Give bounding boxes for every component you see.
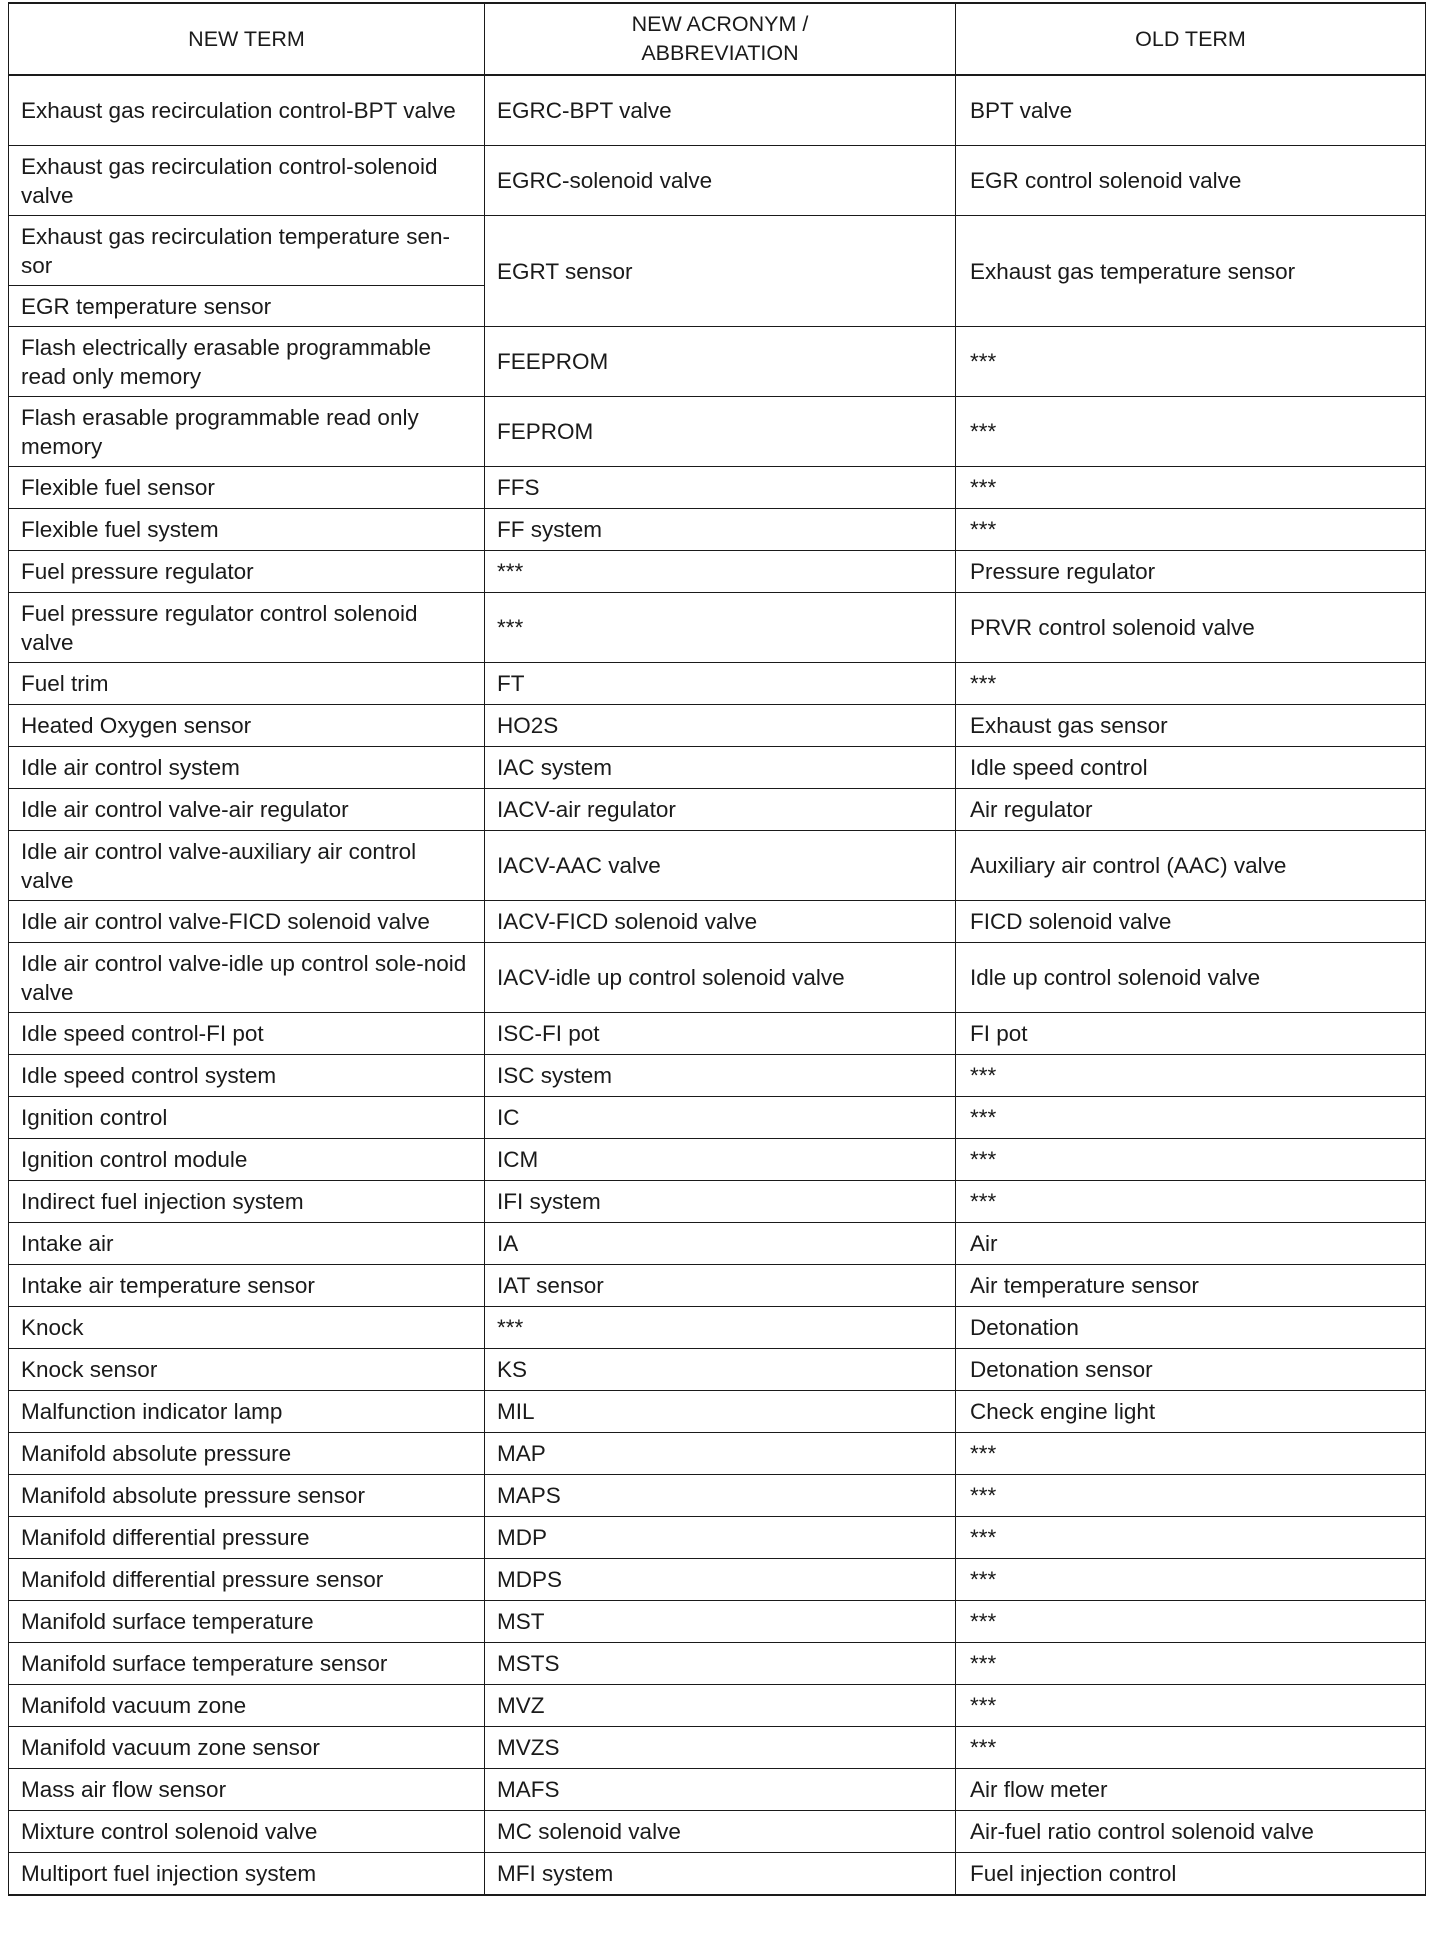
acronym-cell: MAFS: [485, 1769, 956, 1811]
new-term-cell: Exhaust gas recirculation control-solenoid valve: [9, 146, 485, 216]
old-term-cell: PRVR control solenoid valve: [956, 593, 1426, 663]
header-old-term: OLD TERM: [956, 3, 1426, 75]
acronym-cell: EGRT sensor: [485, 216, 956, 327]
old-term-cell: Air regulator: [956, 789, 1426, 831]
acronym-cell: IC: [485, 1097, 956, 1139]
new-term-cell: Manifold differential pressure: [9, 1517, 485, 1559]
acronym-cell: MIL: [485, 1391, 956, 1433]
new-term-cell: Heated Oxygen sensor: [9, 705, 485, 747]
new-term-cell: Manifold absolute pressure: [9, 1433, 485, 1475]
table-row: [9, 1601, 1426, 1643]
new-term-cell: Knock: [9, 1307, 485, 1349]
acronym-cell: IACV-idle up control solenoid valve: [485, 943, 956, 1013]
table-row: [9, 831, 1426, 901]
header-new-acronym: [485, 3, 956, 75]
table-row: [9, 747, 1426, 789]
acronym-cell: IACV-AAC valve: [485, 831, 956, 901]
acronym-cell: IA: [485, 1223, 956, 1265]
new-term-cell: Fuel trim: [9, 663, 485, 705]
acronym-cell: ***: [485, 551, 956, 593]
old-term-cell: ***: [956, 1433, 1426, 1475]
table-row: [9, 943, 1426, 1013]
old-term-cell: ***: [956, 1685, 1426, 1727]
acronym-cell: IACV-air regulator: [485, 789, 956, 831]
table-row: [9, 1475, 1426, 1517]
new-term-cell: Intake air: [9, 1223, 485, 1265]
old-term-cell: ***: [956, 1601, 1426, 1643]
old-term-cell: ***: [956, 1643, 1426, 1685]
old-term-cell: Exhaust gas temperature sensor: [956, 216, 1426, 327]
acronym-cell: FT: [485, 663, 956, 705]
acronym-cell: MFI system: [485, 1853, 956, 1896]
acronym-cell: MDPS: [485, 1559, 956, 1601]
terms-table-container: [8, 2, 1425, 1896]
new-term-cell: Manifold differential pressure sensor: [9, 1559, 485, 1601]
old-term-cell: Air: [956, 1223, 1426, 1265]
new-term-cell: Idle speed control system: [9, 1055, 485, 1097]
new-term-cell: Indirect fuel injection system: [9, 1181, 485, 1223]
new-term-cell: EGR temperature sensor: [9, 286, 485, 327]
old-term-cell: Auxiliary air control (AAC) valve: [956, 831, 1426, 901]
old-term-cell: Detonation: [956, 1307, 1426, 1349]
old-term-cell: ***: [956, 1181, 1426, 1223]
new-term-cell: Ignition control: [9, 1097, 485, 1139]
acronym-cell: MAP: [485, 1433, 956, 1475]
new-term-cell: Manifold absolute pressure sensor: [9, 1475, 485, 1517]
old-term-cell: EGR control solenoid valve: [956, 146, 1426, 216]
table-row: [9, 146, 1426, 216]
old-term-cell: ***: [956, 1517, 1426, 1559]
new-term-cell: Flash electrically erasable programmable read only memory: [9, 327, 485, 397]
table-body: [9, 75, 1426, 1895]
new-term-cell: Ignition control module: [9, 1139, 485, 1181]
table-row: [9, 216, 1426, 286]
old-term-cell: ***: [956, 327, 1426, 397]
table-row: [9, 1643, 1426, 1685]
acronym-cell: MDP: [485, 1517, 956, 1559]
new-term-cell: Idle air control valve-auxiliary air control valve: [9, 831, 485, 901]
old-term-cell: Air-fuel ratio control solenoid valve: [956, 1811, 1426, 1853]
table-row: [9, 1349, 1426, 1391]
acronym-cell: MSTS: [485, 1643, 956, 1685]
new-term-cell: Flexible fuel sensor: [9, 467, 485, 509]
new-term-cell: Mass air flow sensor: [9, 1769, 485, 1811]
old-term-cell: Pressure regulator: [956, 551, 1426, 593]
acronym-cell: FFS: [485, 467, 956, 509]
new-term-cell: Multiport fuel injection system: [9, 1853, 485, 1896]
old-term-cell: Idle up control solenoid valve: [956, 943, 1426, 1013]
acronym-cell: FEEPROM: [485, 327, 956, 397]
acronym-cell: ISC-FI pot: [485, 1013, 956, 1055]
old-term-cell: ***: [956, 1097, 1426, 1139]
new-term-cell: Manifold vacuum zone: [9, 1685, 485, 1727]
table-row: [9, 1223, 1426, 1265]
new-term-cell: Flexible fuel system: [9, 509, 485, 551]
table-row: [9, 1265, 1426, 1307]
table-row: [9, 397, 1426, 467]
old-term-cell: Check engine light: [956, 1391, 1426, 1433]
table-row: [9, 1055, 1426, 1097]
old-term-cell: FI pot: [956, 1013, 1426, 1055]
acronym-cell: MC solenoid valve: [485, 1811, 956, 1853]
table-row: [9, 1517, 1426, 1559]
new-term-cell: Idle speed control-FI pot: [9, 1013, 485, 1055]
new-term-cell: Manifold surface temperature sensor: [9, 1643, 485, 1685]
acronym-cell: IACV-FICD solenoid valve: [485, 901, 956, 943]
table-row: [9, 1013, 1426, 1055]
table-row: [9, 705, 1426, 747]
terms-table: [8, 2, 1426, 1896]
acronym-cell: MST: [485, 1601, 956, 1643]
table-row: [9, 1853, 1426, 1896]
table-row: [9, 1811, 1426, 1853]
new-term-cell: Idle air control valve-air regulator: [9, 789, 485, 831]
new-term-cell: Manifold surface temperature: [9, 1601, 485, 1643]
acronym-cell: ***: [485, 1307, 956, 1349]
old-term-cell: ***: [956, 1139, 1426, 1181]
table-row: [9, 551, 1426, 593]
table-row: [9, 327, 1426, 397]
new-term-cell: Malfunction indicator lamp: [9, 1391, 485, 1433]
old-term-cell: ***: [956, 1559, 1426, 1601]
old-term-cell: Exhaust gas sensor: [956, 705, 1426, 747]
new-term-cell: Idle air control valve-idle up control sole-noid valve: [9, 943, 485, 1013]
old-term-cell: Fuel injection control: [956, 1853, 1426, 1896]
header-new-acronym-text: NEW ACRONYM / ABBREVIATION: [631, 12, 809, 65]
table-header: [9, 3, 1426, 75]
old-term-cell: ***: [956, 397, 1426, 467]
old-term-cell: Air flow meter: [956, 1769, 1426, 1811]
acronym-cell: MVZ: [485, 1685, 956, 1727]
old-term-cell: ***: [956, 663, 1426, 705]
old-term-cell: ***: [956, 1055, 1426, 1097]
old-term-cell: BPT valve: [956, 75, 1426, 146]
table-row: [9, 75, 1426, 146]
acronym-cell: ISC system: [485, 1055, 956, 1097]
table-row: [9, 789, 1426, 831]
new-term-cell: Fuel pressure regulator: [9, 551, 485, 593]
new-term-cell: Knock sensor: [9, 1349, 485, 1391]
acronym-cell: FF system: [485, 509, 956, 551]
new-term-cell: Exhaust gas recirculation control-BPT valve: [9, 75, 485, 146]
old-term-cell: Air temperature sensor: [956, 1265, 1426, 1307]
table-row: [9, 1139, 1426, 1181]
acronym-cell: IAT sensor: [485, 1265, 956, 1307]
new-term-cell: Idle air control valve-FICD solenoid valve: [9, 901, 485, 943]
old-term-cell: ***: [956, 1727, 1426, 1769]
new-term-cell: Exhaust gas recirculation temperature sen-sor: [9, 216, 485, 286]
acronym-cell: KS: [485, 1349, 956, 1391]
new-term-cell: Intake air temperature sensor: [9, 1265, 485, 1307]
table-row: [9, 1769, 1426, 1811]
acronym-cell: MVZS: [485, 1727, 956, 1769]
table-row: [9, 1433, 1426, 1475]
old-term-cell: ***: [956, 509, 1426, 551]
table-row: [9, 1181, 1426, 1223]
table-row: [9, 663, 1426, 705]
acronym-cell: ***: [485, 593, 956, 663]
table-row: [9, 1307, 1426, 1349]
table-row: [9, 1097, 1426, 1139]
acronym-cell: HO2S: [485, 705, 956, 747]
header-row: [9, 3, 1426, 75]
acronym-cell: ICM: [485, 1139, 956, 1181]
new-term-cell: Fuel pressure regulator control solenoid valve: [9, 593, 485, 663]
header-new-term: NEW TERM: [9, 3, 485, 75]
table-row: [9, 509, 1426, 551]
old-term-cell: Idle speed control: [956, 747, 1426, 789]
acronym-cell: IFI system: [485, 1181, 956, 1223]
table-row: [9, 1685, 1426, 1727]
table-row: [9, 1391, 1426, 1433]
old-term-cell: ***: [956, 467, 1426, 509]
table-row: [9, 467, 1426, 509]
new-term-cell: Idle air control system: [9, 747, 485, 789]
new-term-cell: Manifold vacuum zone sensor: [9, 1727, 485, 1769]
old-term-cell: FICD solenoid valve: [956, 901, 1426, 943]
acronym-cell: MAPS: [485, 1475, 956, 1517]
acronym-cell: FEPROM: [485, 397, 956, 467]
old-term-cell: Detonation sensor: [956, 1349, 1426, 1391]
acronym-cell: IAC system: [485, 747, 956, 789]
table-row: [9, 901, 1426, 943]
new-term-cell: Flash erasable programmable read only memory: [9, 397, 485, 467]
new-term-cell: Mixture control solenoid valve: [9, 1811, 485, 1853]
acronym-cell: EGRC-BPT valve: [485, 75, 956, 146]
table-row: [9, 593, 1426, 663]
table-row: [9, 1559, 1426, 1601]
acronym-cell: EGRC-solenoid valve: [485, 146, 956, 216]
table-row: [9, 1727, 1426, 1769]
old-term-cell: ***: [956, 1475, 1426, 1517]
